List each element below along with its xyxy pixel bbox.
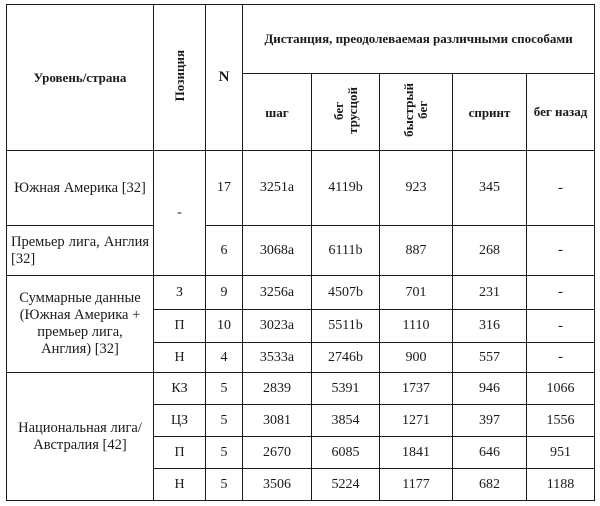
table-row — [7, 373, 595, 405]
fast-run-cell: 1110 — [380, 310, 453, 343]
header-distance: Дистанция, преодолеваемая различными способами — [243, 5, 595, 74]
n-cell: 6 — [206, 226, 243, 276]
sprint-cell: 557 — [453, 343, 527, 373]
jog-cell: 5511b — [312, 310, 380, 343]
fast-run-cell: 923 — [380, 151, 453, 226]
walk-cell: 3068a — [243, 226, 312, 276]
walk-cell: 2839 — [243, 373, 312, 405]
sprint-cell: 231 — [453, 276, 527, 310]
position-cell: ЦЗ — [154, 405, 206, 437]
position-cell: Н — [154, 469, 206, 501]
position-cell: З — [154, 276, 206, 310]
n-cell: 9 — [206, 276, 243, 310]
header-level: Уровень/страна — [7, 5, 154, 151]
n-cell: 5 — [206, 469, 243, 501]
backward-cell: 1066 — [527, 373, 595, 405]
header-walk: шаг — [243, 74, 312, 151]
backward-cell: - — [527, 226, 595, 276]
fast-run-cell: 887 — [380, 226, 453, 276]
level-cell: Южная Америка [32] — [7, 151, 154, 226]
position-cell: КЗ — [154, 373, 206, 405]
fast-run-cell: 1271 — [380, 405, 453, 437]
n-cell: 17 — [206, 151, 243, 226]
position-cell: - — [154, 151, 206, 276]
jog-cell: 5224 — [312, 469, 380, 501]
sprint-cell: 646 — [453, 437, 527, 469]
jog-cell: 4507b — [312, 276, 380, 310]
header-jog: бег трусцой — [312, 74, 380, 151]
fast-run-cell: 900 — [380, 343, 453, 373]
header-sprint: спринт — [453, 74, 527, 151]
n-cell: 5 — [206, 437, 243, 469]
jog-cell: 6111b — [312, 226, 380, 276]
header-fast-run: быстрый бег — [380, 74, 453, 151]
table-row — [7, 226, 595, 276]
fast-run-cell: 701 — [380, 276, 453, 310]
n-cell: 5 — [206, 405, 243, 437]
header-backward: бег назад — [527, 74, 595, 151]
fast-run-cell: 1737 — [380, 373, 453, 405]
fast-run-cell: 1841 — [380, 437, 453, 469]
level-cell: Национальная лига/ Австралия [42] — [7, 373, 154, 501]
position-cell: П — [154, 310, 206, 343]
walk-cell: 3506 — [243, 469, 312, 501]
sprint-cell: 316 — [453, 310, 527, 343]
n-cell: 4 — [206, 343, 243, 373]
n-cell: 5 — [206, 373, 243, 405]
jog-cell: 5391 — [312, 373, 380, 405]
jog-cell: 2746b — [312, 343, 380, 373]
backward-cell: 1188 — [527, 469, 595, 501]
position-cell: Н — [154, 343, 206, 373]
walk-cell: 3533a — [243, 343, 312, 373]
sprint-cell: 682 — [453, 469, 527, 501]
backward-cell: - — [527, 151, 595, 226]
header-position: Позиция — [154, 5, 206, 151]
fast-run-cell: 1177 — [380, 469, 453, 501]
sprint-cell: 268 — [453, 226, 527, 276]
table-row — [7, 276, 595, 310]
walk-cell: 3081 — [243, 405, 312, 437]
header-n: N — [206, 5, 243, 151]
backward-cell: - — [527, 276, 595, 310]
backward-cell: 1556 — [527, 405, 595, 437]
sprint-cell: 345 — [453, 151, 527, 226]
walk-cell: 2670 — [243, 437, 312, 469]
backward-cell: - — [527, 343, 595, 373]
level-cell: Премьер лига, Англия [32] — [7, 226, 154, 276]
walk-cell: 3023a — [243, 310, 312, 343]
n-cell: 10 — [206, 310, 243, 343]
walk-cell: 3251a — [243, 151, 312, 226]
jog-cell: 4119b — [312, 151, 380, 226]
jog-cell: 6085 — [312, 437, 380, 469]
table-row — [7, 151, 595, 226]
level-cell: Суммарные данные (Южная Америка + премьер лига, Англия) [32] — [7, 276, 154, 373]
walk-cell: 3256a — [243, 276, 312, 310]
sprint-cell: 946 — [453, 373, 527, 405]
position-cell: П — [154, 437, 206, 469]
sprint-cell: 397 — [453, 405, 527, 437]
distance-table — [6, 4, 595, 501]
backward-cell: 951 — [527, 437, 595, 469]
backward-cell: - — [527, 310, 595, 343]
jog-cell: 3854 — [312, 405, 380, 437]
